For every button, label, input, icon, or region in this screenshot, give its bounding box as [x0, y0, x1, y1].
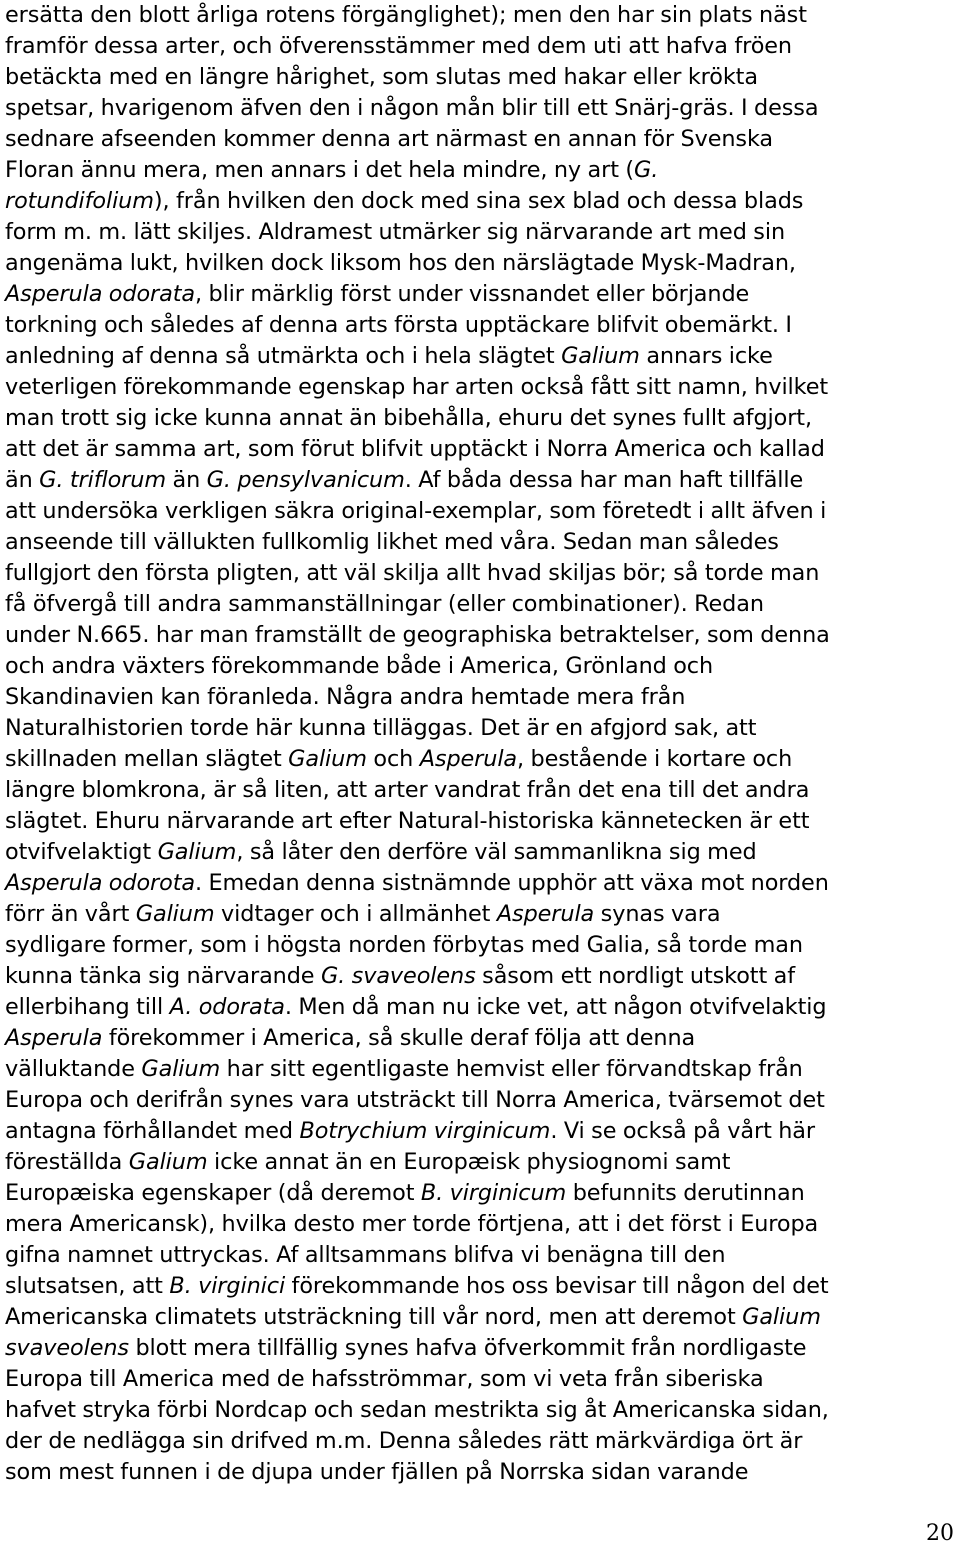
page-number: 20 [926, 1521, 954, 1546]
italic-text: svaveolens [5, 1335, 129, 1361]
text-segment: befunnits derutinnan [566, 1180, 805, 1206]
text-segment: under N.665. har man framställt de geographiska betraktelser, som denna [5, 622, 830, 648]
text-segment: förr än vårt [5, 901, 136, 927]
italic-text: Galium [135, 901, 215, 927]
text-line [5, 1333, 955, 1364]
text-segment: kunna tänka sig närvarande [5, 963, 321, 989]
text-line [5, 1426, 955, 1457]
italic-text: Asperula [419, 746, 518, 772]
body-text [5, 0, 957, 1488]
text-segment: mera Americansk), hvilka desto mer torde förtjena, att i det först i Europa [5, 1211, 819, 1237]
text-line [5, 248, 955, 279]
text-line [5, 217, 955, 248]
text-line [5, 31, 955, 62]
text-segment: föreställda [5, 1149, 129, 1175]
text-line [5, 651, 955, 682]
text-segment: ersätta den blott årliga rotens förgänglighet); men den har sin plats näst [5, 2, 807, 28]
text-segment: såsom ett nordligt utskott af [475, 963, 795, 989]
italic-text: G. pensylvanicum [206, 467, 405, 493]
text-segment: . Men då man nu icke vet, att någon otvifvelaktig [284, 994, 827, 1020]
text-segment: Naturalhistorien torde här kunna tilläggas. Det är en afgjord sak, att [5, 715, 757, 741]
text-segment: och [366, 746, 420, 772]
text-line [5, 589, 955, 620]
italic-text: G. triflorum [39, 467, 167, 493]
text-line [5, 403, 955, 434]
text-line [5, 1240, 955, 1271]
text-segment: form m. m. lätt skiljes. Aldramest utmärker sig närvarande art med sin [5, 219, 786, 245]
text-segment: synas vara [594, 901, 721, 927]
text-line [5, 62, 955, 93]
text-line [5, 279, 955, 310]
text-segment: man trott sig icke kunna annat än bibehålla, ehuru det synes fullt afgjort, [5, 405, 812, 431]
text-segment: blott mera tillfällig synes hafva öfverkommit från nordligaste [128, 1335, 807, 1361]
text-segment: annars icke [639, 343, 773, 369]
italic-text: Botrychium virginicum [299, 1118, 551, 1144]
text-segment: icke annat än en Europæisk physiognomi samt [207, 1149, 731, 1175]
text-segment: anseende till vällukten fullkomlig likhet med våra. Sedan man således [5, 529, 779, 555]
text-line [5, 558, 955, 589]
italic-text: Asperula odorata [5, 281, 195, 307]
text-segment: längre blomkrona, är så liten, att arter vandrat från det ena till det andra [5, 777, 810, 803]
text-segment: Europa och derifrån synes vara utsträckt till Norra America, tvärsemot det [5, 1087, 825, 1113]
text-line [5, 775, 955, 806]
text-line [5, 1209, 955, 1240]
text-segment: Americanska climatets utsträckning till vår nord, men att deremot [5, 1304, 743, 1330]
text-line [5, 992, 955, 1023]
text-line [5, 496, 955, 527]
text-segment: . Af båda dessa har man haft tillfälle [404, 467, 804, 493]
text-line [5, 682, 955, 713]
text-segment: att undersöka verkligen säkra original-exemplar, som företedt i allt äfven i [5, 498, 827, 524]
text-segment: vidtager och i allmänhet [214, 901, 497, 927]
text-line [5, 713, 955, 744]
text-segment: slutsatsen, att [5, 1273, 170, 1299]
text-line [5, 961, 955, 992]
text-line [5, 310, 955, 341]
text-line [5, 1116, 955, 1147]
text-segment: Floran ännu mera, men annars i det hela mindre, ny art ( [5, 157, 635, 183]
italic-text: Asperula [5, 1025, 103, 1051]
text-line [5, 434, 955, 465]
text-line [5, 1302, 955, 1333]
text-segment: . Emedan denna sistnämnde upphör att växa mot norden [194, 870, 829, 896]
text-segment: antagna förhållandet med [5, 1118, 300, 1144]
text-segment: sednare afseenden kommer denna art närmast en annan för Svenska [5, 126, 774, 152]
text-line [5, 341, 955, 372]
italic-text: rotundifolium [5, 188, 154, 214]
text-segment: der de nedlägga sin drifved m.m. Denna således rätt märkvärdiga ört är [5, 1428, 803, 1454]
text-segment: slägtet. Ehuru närvarande art efter Natural-historiska kännetecken är ett [5, 808, 810, 834]
text-segment: att det är samma art, som förut blifvit upptäckt i Norra America och kallad [5, 436, 825, 462]
text-line [5, 806, 955, 837]
italic-text: Asperula odorota [5, 870, 195, 896]
italic-text: Galium [128, 1149, 208, 1175]
text-segment: Skandinavien kan föranleda. Några andra hemtade mera från [5, 684, 686, 710]
text-segment: hafvet stryka förbi Nordcap och sedan mestrikta sig åt Americanska sidan, [5, 1397, 829, 1423]
text-segment: anledning af denna så utmärkta och i hela slägtet [5, 343, 562, 369]
text-segment: veterligen förekommande egenskap har arten också fått sitt namn, hvilket [5, 374, 829, 400]
text-segment: spetsar, hvarigenom äfven den i någon mån blir till ett Snärj-gräs. I dessa [5, 95, 819, 121]
italic-text: Galium [742, 1304, 821, 1330]
text-line [5, 527, 955, 558]
text-line [5, 837, 955, 868]
italic-text: Galium [141, 1056, 221, 1082]
text-line [5, 1364, 955, 1395]
text-line [5, 124, 955, 155]
text-segment: har sitt egentligaste hemvist eller förvandtskap från [220, 1056, 803, 1082]
text-segment: torkning och således af denna arts första upptäckare blifvit obemärkt. I [5, 312, 792, 338]
italic-text: Asperula [496, 901, 595, 927]
text-line [5, 372, 955, 403]
text-segment: Europæiska egenskaper (då deremot [5, 1180, 421, 1206]
italic-text: Galium [561, 343, 640, 369]
text-line [5, 186, 955, 217]
text-line [5, 868, 955, 899]
text-line [5, 0, 955, 31]
text-segment: fullgjort den första pligten, att väl skilja allt hvad skiljas bör; så torde man [5, 560, 820, 586]
text-line [5, 1457, 955, 1488]
text-segment: som mest funnen i de djupa under fjällen på Norrska sidan varande [5, 1459, 749, 1485]
text-segment: förekommande hos oss bevisar till någon del det [285, 1273, 829, 1299]
italic-text: G. [634, 157, 659, 183]
text-line [5, 1395, 955, 1426]
text-segment: välluktande [5, 1056, 142, 1082]
text-segment: få öfvergå till andra sammanställningar (eller combinationer). Redan [5, 591, 764, 617]
text-segment: otvifvelaktigt [5, 839, 158, 865]
text-segment: sydligare former, som i högsta norden förbytas med Galia, så torde man [5, 932, 803, 958]
text-line [5, 1085, 955, 1116]
text-segment: , blir märklig först under vissnandet eller börjande [194, 281, 750, 307]
text-line [5, 899, 955, 930]
text-line [5, 620, 955, 651]
text-segment: betäckta med en längre hårighet, som slutas med hakar eller krökta [5, 64, 758, 90]
text-segment: gifna namnet uttryckas. Af alltsammans blifva vi benägna till den [5, 1242, 726, 1268]
text-segment: ellerbihang till [5, 994, 170, 1020]
text-segment: än [166, 467, 207, 493]
text-segment: än [5, 467, 40, 493]
text-segment: . Vi se också på vårt här [550, 1118, 815, 1144]
italic-text: Galium [288, 746, 367, 772]
text-segment: skillnaden mellan slägtet [5, 746, 289, 772]
text-line [5, 1023, 955, 1054]
text-line [5, 1178, 955, 1209]
italic-text: A. odorata [169, 994, 285, 1020]
text-segment: angenäma lukt, hvilken dock liksom hos den närslägtade Mysk-Madran, [5, 250, 796, 276]
text-segment: och andra växters förekommande både i America, Grönland och [5, 653, 714, 679]
text-segment: förekommer i America, så skulle deraf följa att denna [102, 1025, 696, 1051]
italic-text: Galium [157, 839, 237, 865]
text-line [5, 1147, 955, 1178]
text-line [5, 1271, 955, 1302]
text-line [5, 465, 955, 496]
text-segment: ), från hvilken den dock med sina sex blad och dessa blads [153, 188, 804, 214]
italic-text: G. svaveolens [320, 963, 476, 989]
italic-text: B. virginicum [420, 1180, 567, 1206]
text-line [5, 93, 955, 124]
text-line [5, 744, 955, 775]
text-line [5, 930, 955, 961]
text-segment: framför dessa arter, och öfverensstämmer med dem uti att hafva fröen [5, 33, 792, 59]
text-line [5, 155, 955, 186]
italic-text: B. virginici [169, 1273, 286, 1299]
text-segment: , så låter den derföre väl sammanlikna sig med [236, 839, 757, 865]
text-line [5, 1054, 955, 1085]
text-segment: Europa till America med de hafsströmmar, som vi veta från siberiska [5, 1366, 764, 1392]
text-segment: , bestående i kortare och [517, 746, 793, 772]
